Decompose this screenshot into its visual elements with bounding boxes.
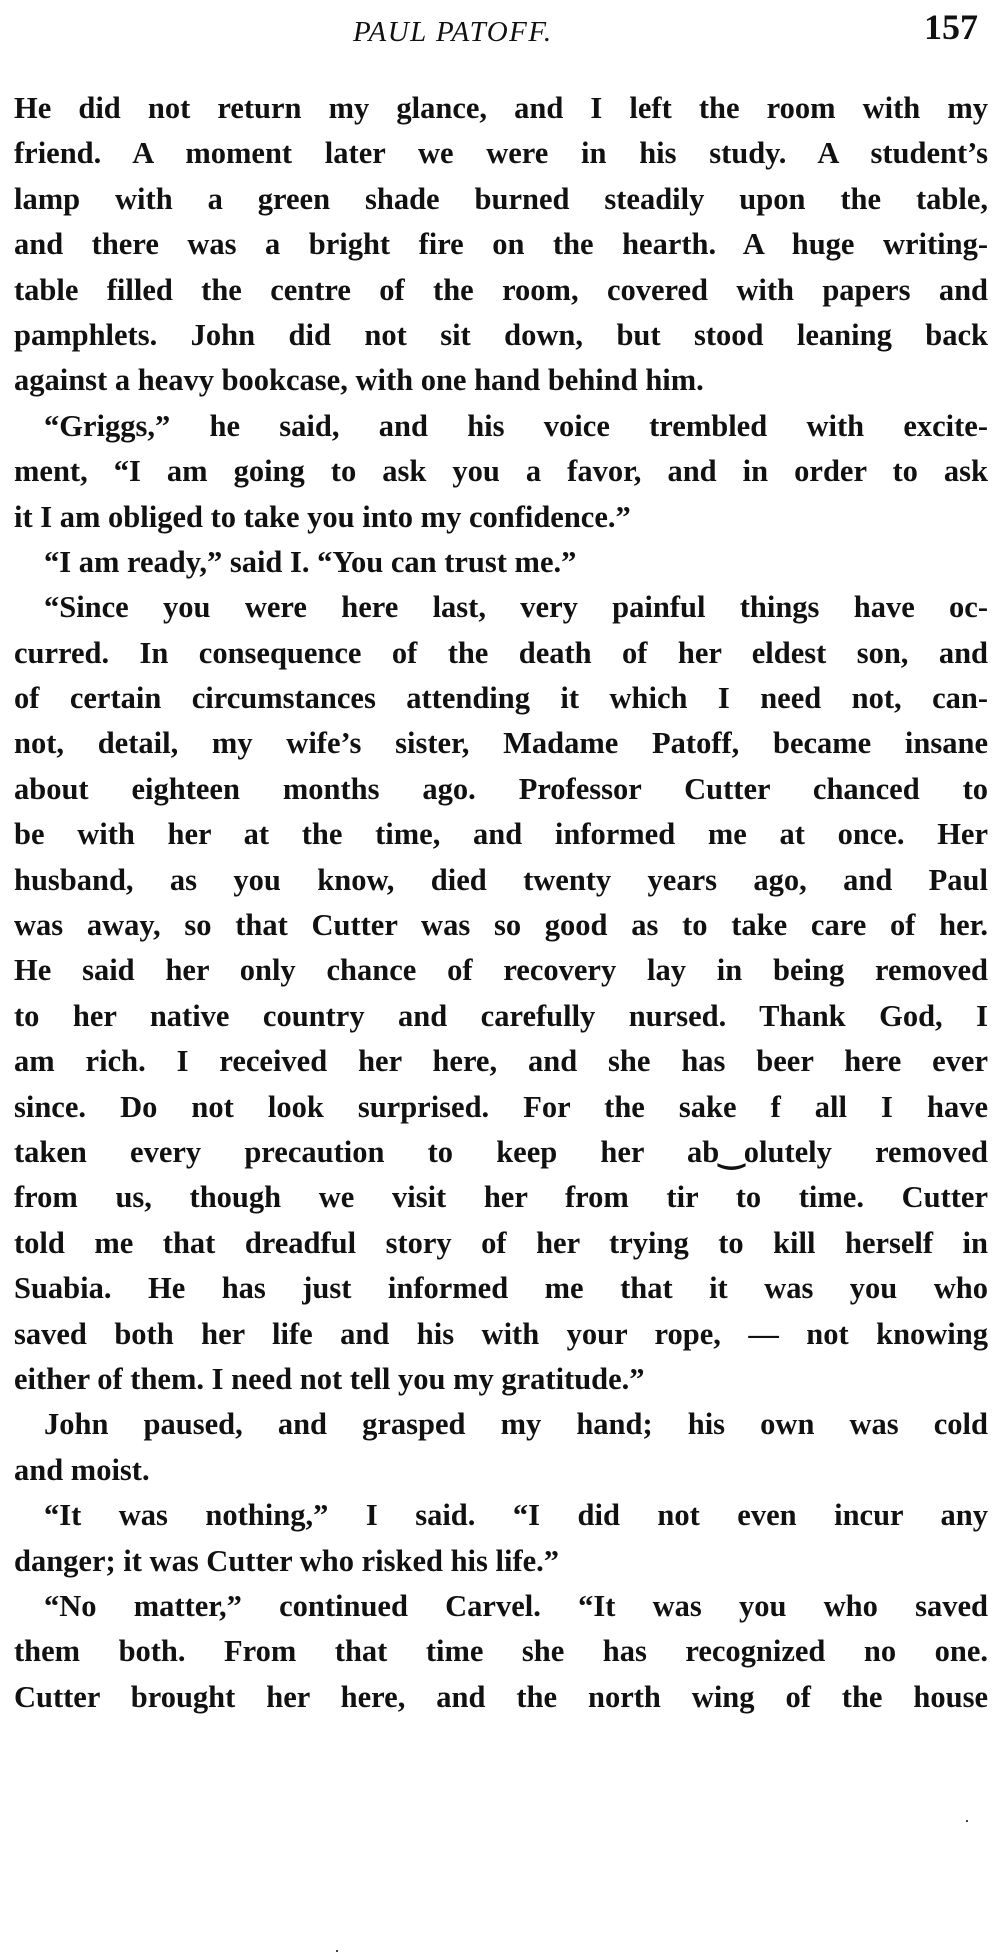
text-line: and there was a bright fire on the hearth. A huge writing- (14, 227, 988, 262)
text-line: curred. In consequence of the death of her eldest son, and (14, 635, 988, 670)
text-line: either of them. I need not tell you my gratitude.” (14, 1361, 645, 1396)
text-line: was away, so that Cutter was so good as to take care of her. (14, 908, 988, 943)
scan-speck (336, 1950, 338, 1952)
text-line: since. Do not look surprised. For the sake f all I have (14, 1089, 988, 1124)
text-line: saved both her life and his with your rope, — not knowing (14, 1316, 988, 1351)
text-line: not, detail, my wife’s sister, Madame Patoff, became insane (14, 726, 988, 761)
text-line: from us, though we visit her from tir to time. Cutter (14, 1180, 988, 1215)
text-line: Suabia. He has just informed me that it was you who (14, 1271, 988, 1306)
text-line: told me that dreadful story of her trying to kill herself in (14, 1225, 988, 1260)
text-line: husband, as you know, died twenty years ago, and Paul (14, 862, 988, 897)
text-line: it I am obliged to take you into my confidence.” (14, 499, 631, 534)
text-line: “Since you were here last, very painful things have oc- (44, 590, 988, 625)
text-line: friend. A moment later we were in his study. A student’s (14, 136, 988, 171)
text-line: “Griggs,” he said, and his voice trembled with excite- (44, 408, 988, 443)
text-line: be with her at the time, and informed me at once. Her (14, 817, 988, 852)
page-header (0, 6, 1000, 54)
text-line: He did not return my glance, and I left the room with my (14, 91, 988, 125)
text-line: to her native country and carefully nursed. Thank God, I (14, 998, 988, 1033)
text-line: “It was nothing,” I said. “I did not even incur any (44, 1498, 988, 1533)
text-line: pamphlets. John did not sit down, but stood leaning back (14, 317, 988, 352)
text-line: danger; it was Cutter who risked his life.” (14, 1543, 560, 1578)
text-line: Cutter brought her here, and the north wing of the house (14, 1679, 988, 1714)
text-line: about eighteen months ago. Professor Cutter chanced to (14, 771, 988, 806)
scan-speck (966, 1820, 968, 1822)
running-title: PAUL PATOFF. (353, 16, 553, 48)
page-number: 157 (924, 7, 978, 47)
text-line: ment, “I am going to ask you a favor, and in order to ask (14, 454, 988, 489)
text-line: lamp with a green shade burned steadily upon the table, (14, 181, 988, 216)
text-line: them both. From that time she has recognized no one. (14, 1634, 988, 1669)
body-text (14, 86, 988, 1720)
text-line: table filled the centre of the room, covered with papers and (14, 272, 988, 307)
text-line: against a heavy bookcase, with one hand behind him. (14, 363, 704, 398)
text-line: “No matter,” continued Carvel. “It was you who saved (44, 1588, 988, 1623)
text-line: of certain circumstances attending it which I need not, can- (14, 681, 988, 716)
text-line: He said her only chance of recovery lay in being removed (14, 953, 988, 988)
text-line: “I am ready,” said I. “You can trust me.” (44, 544, 577, 579)
text-line: am rich. I received her here, and she has beer here ever (14, 1044, 988, 1079)
text-line: taken every precaution to keep her ab‿olutely removed (14, 1134, 988, 1169)
text-line: and moist. (14, 1452, 150, 1487)
text-line: John paused, and grasped my hand; his own was cold (44, 1407, 988, 1442)
